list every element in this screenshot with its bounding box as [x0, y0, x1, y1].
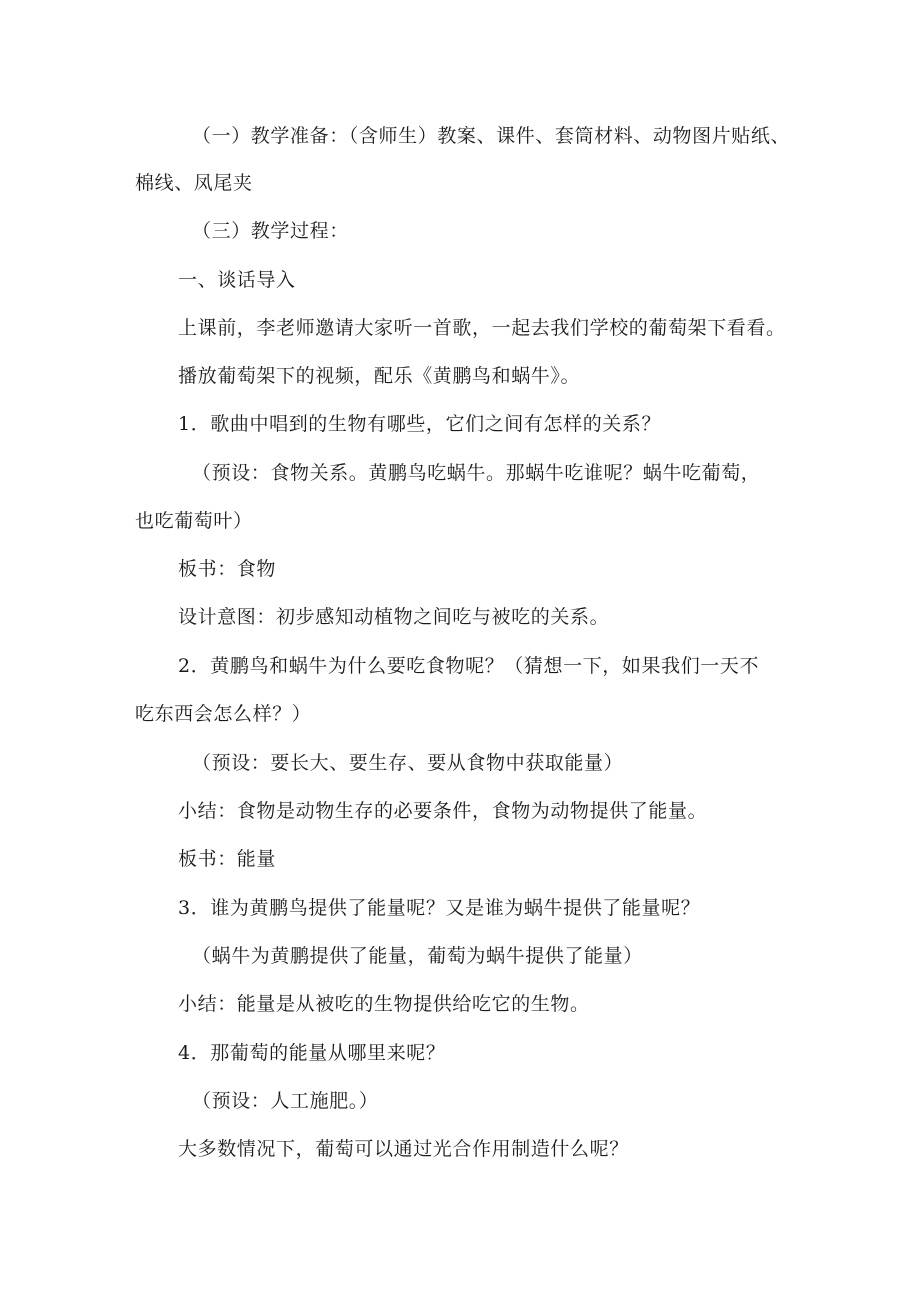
text-line-question-2: 2．黄鹏鸟和蜗牛为什么要吃食物呢？（猜想一下，如果我们一天不 — [178, 655, 760, 677]
text-line-preset-1-cont: 也吃葡萄叶） — [135, 510, 253, 532]
text-line-preset-1: （预设：食物关系。黄鹏鸟吃蜗牛。那蜗牛吃谁呢？蜗牛吃葡萄， — [192, 462, 761, 484]
text-line-question-1: 1．歌曲中唱到的生物有哪些，它们之间有怎样的关系？ — [178, 413, 662, 435]
text-line-board-energy: 板书：能量 — [178, 848, 277, 870]
text-line-answer-3: （蜗牛为黄鹏提供了能量，葡萄为蜗牛提供了能量） — [192, 945, 643, 967]
text-line-question-3: 3．谁为黄鹏鸟提供了能量呢？又是谁为蜗牛提供了能量呢？ — [178, 897, 701, 919]
text-line-preset-4: （预设：人工施肥。） — [192, 1090, 379, 1112]
text-line-board-food: 板书：食物 — [178, 558, 277, 580]
text-line-photosynthesis: 大多数情况下，葡萄可以通过光合作用制造什么呢？ — [178, 1138, 629, 1160]
text-line-process-heading: （三）教学过程： — [192, 220, 349, 242]
text-line-summary-1: 小结：食物是动物生存的必要条件，食物为动物提供了能量。 — [178, 800, 708, 822]
text-line-intro: 上课前，李老师邀请大家听一首歌，一起去我们学校的葡萄架下看看。 — [178, 317, 786, 339]
text-line-preparation-cont: 棉线、凤尾夹 — [135, 172, 253, 194]
text-line-preset-2: （预设：要长大、要生存、要从食物中获取能量） — [192, 752, 624, 774]
text-line-preparation: （一）教学准备：（含师生）教案、课件、套筒材料、动物图片贴纸、 — [192, 125, 791, 147]
text-line-question-2-cont: 吃东西会怎么样？） — [135, 703, 312, 725]
text-line-section-heading: 一、谈话导入 — [178, 269, 296, 291]
text-line-video: 播放葡萄架下的视频，配乐《黄鹏鸟和蜗牛》。 — [178, 365, 581, 387]
text-line-summary-2: 小结：能量是从被吃的生物提供给吃它的生物。 — [178, 993, 590, 1015]
text-line-question-4: 4．那葡萄的能量从哪里来呢？ — [178, 1042, 446, 1064]
text-line-design-intent: 设计意图：初步感知动植物之间吃与被吃的关系。 — [178, 606, 610, 628]
